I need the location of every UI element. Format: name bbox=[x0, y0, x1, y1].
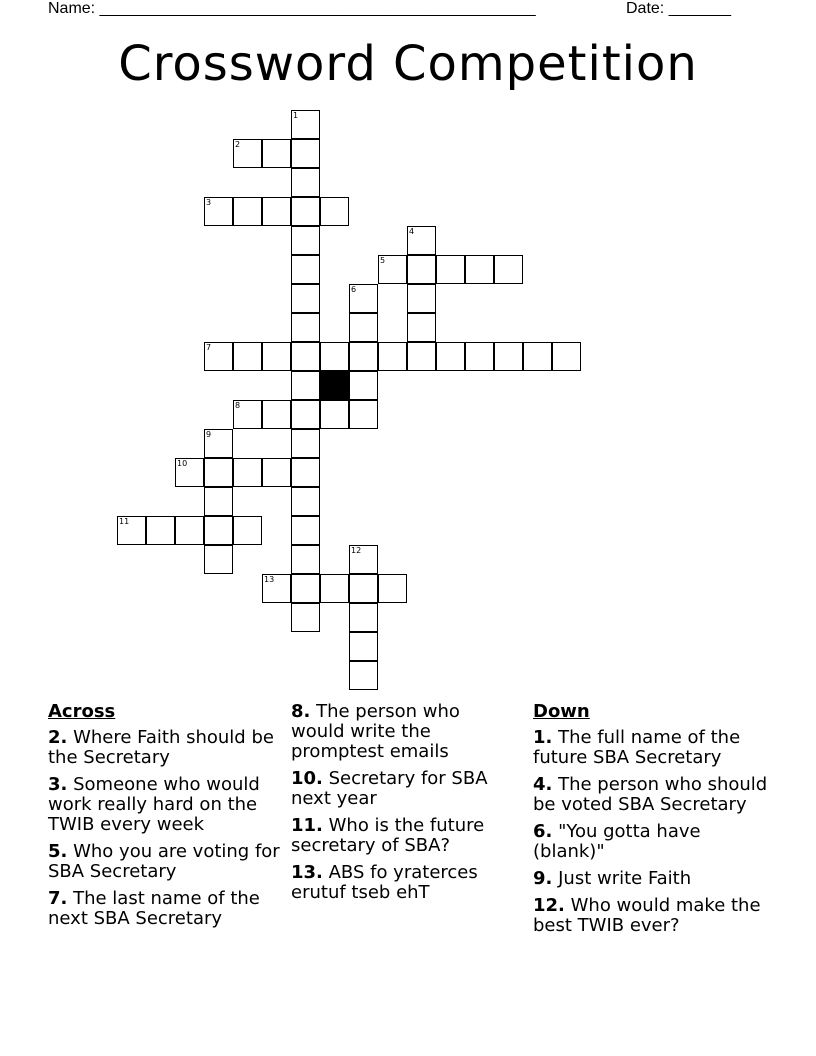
grid-cell[interactable] bbox=[465, 255, 494, 284]
name-field[interactable]: Name: _________________________________________________ bbox=[48, 0, 536, 17]
clue-num: 4. bbox=[533, 774, 553, 795]
grid-cell[interactable] bbox=[204, 545, 233, 574]
clue-num: 9. bbox=[533, 868, 553, 889]
clue-num: 5. bbox=[48, 841, 68, 862]
clue-num: 10. bbox=[291, 768, 323, 789]
grid-cell[interactable] bbox=[146, 516, 175, 545]
clue-number: 11 bbox=[119, 517, 130, 526]
grid-cell[interactable] bbox=[233, 139, 262, 168]
grid-cell[interactable] bbox=[407, 342, 436, 371]
grid-cell[interactable] bbox=[349, 574, 378, 603]
grid-cell[interactable] bbox=[494, 255, 523, 284]
across-clue bbox=[291, 702, 517, 762]
clue-text: The full name of the future SBA Secretary bbox=[533, 727, 741, 768]
clue-number: 12 bbox=[351, 546, 362, 555]
across-clue bbox=[291, 769, 517, 809]
grid-cell[interactable] bbox=[320, 400, 349, 429]
across-clue bbox=[291, 863, 517, 903]
grid-cell[interactable] bbox=[320, 574, 349, 603]
across-clue-list-continued bbox=[291, 702, 517, 903]
clue-number: 1 bbox=[293, 111, 299, 120]
clue-number: 5 bbox=[380, 256, 386, 265]
grid-cell[interactable] bbox=[407, 226, 436, 255]
grid-cell[interactable] bbox=[204, 342, 233, 371]
grid-cell[interactable] bbox=[552, 342, 581, 371]
grid-cell[interactable] bbox=[262, 342, 291, 371]
across-clue-list bbox=[48, 728, 284, 929]
grid-cell[interactable] bbox=[291, 168, 320, 197]
grid-cell[interactable] bbox=[291, 429, 320, 458]
clue-text: Who you are voting for SBA Secretary bbox=[48, 841, 280, 882]
down-clue bbox=[533, 728, 773, 768]
grid-cell[interactable] bbox=[349, 545, 378, 574]
grid-cell-shaded bbox=[320, 371, 349, 400]
grid-cell[interactable] bbox=[378, 255, 407, 284]
grid-cell[interactable] bbox=[407, 313, 436, 342]
across-clue bbox=[48, 889, 284, 929]
grid-cell[interactable] bbox=[349, 603, 378, 632]
page-title: Crossword Competition bbox=[118, 36, 698, 92]
grid-cell[interactable] bbox=[204, 458, 233, 487]
clue-text: ABS fo yraterces erutuf tseb ehT bbox=[291, 862, 478, 903]
across-clue bbox=[291, 816, 517, 856]
grid-cell[interactable] bbox=[175, 516, 204, 545]
down-clue bbox=[533, 822, 773, 862]
grid-cell[interactable] bbox=[262, 400, 291, 429]
down-clue bbox=[533, 896, 773, 936]
across-clue bbox=[48, 842, 284, 882]
grid-cell[interactable] bbox=[262, 574, 291, 603]
grid-cell[interactable] bbox=[204, 197, 233, 226]
grid-cell[interactable] bbox=[378, 574, 407, 603]
clue-text: The last name of the next SBA Secretary bbox=[48, 888, 260, 929]
clue-text: The person who would write the promptest emails bbox=[291, 701, 460, 762]
clue-number: 6 bbox=[351, 285, 357, 294]
grid-cell[interactable] bbox=[233, 458, 262, 487]
grid-cell[interactable] bbox=[465, 342, 494, 371]
grid-cell[interactable] bbox=[233, 516, 262, 545]
clue-text: Where Faith should be the Secretary bbox=[48, 727, 274, 768]
grid-cell[interactable] bbox=[291, 516, 320, 545]
grid-cell[interactable] bbox=[204, 429, 233, 458]
grid-cell[interactable] bbox=[320, 342, 349, 371]
grid-cell[interactable] bbox=[523, 342, 552, 371]
grid-cell[interactable] bbox=[175, 458, 204, 487]
down-heading: Down bbox=[533, 701, 590, 722]
date-field[interactable]: Date: _______ bbox=[626, 0, 731, 17]
clue-number: 4 bbox=[409, 227, 415, 236]
clue-text: Who would make the best TWIB ever? bbox=[533, 895, 761, 936]
down-clues-column bbox=[533, 702, 773, 943]
grid-cell[interactable] bbox=[494, 342, 523, 371]
grid-cell[interactable] bbox=[291, 226, 320, 255]
clue-number: 10 bbox=[177, 459, 188, 468]
across-clues-column bbox=[48, 702, 284, 936]
grid-cell[interactable] bbox=[407, 284, 436, 313]
clue-text: Just write Faith bbox=[552, 868, 692, 889]
down-clue-list bbox=[533, 728, 773, 936]
down-clue bbox=[533, 869, 773, 889]
clue-number: 7 bbox=[206, 343, 212, 352]
grid-cell[interactable] bbox=[291, 400, 320, 429]
grid-cell[interactable] bbox=[291, 458, 320, 487]
grid-cell[interactable] bbox=[204, 516, 233, 545]
clue-number: 3 bbox=[206, 198, 212, 207]
grid-cell[interactable] bbox=[407, 255, 436, 284]
grid-cell[interactable] bbox=[436, 342, 465, 371]
grid-cell[interactable] bbox=[233, 400, 262, 429]
clue-num: 1. bbox=[533, 727, 553, 748]
clue-num: 13. bbox=[291, 862, 323, 883]
grid-cell[interactable] bbox=[349, 661, 378, 690]
clue-number: 2 bbox=[235, 140, 241, 149]
clue-num: 7. bbox=[48, 888, 68, 909]
grid-cell[interactable] bbox=[291, 313, 320, 342]
clue-number: 8 bbox=[235, 401, 241, 410]
grid-cell[interactable] bbox=[291, 487, 320, 516]
clue-num: 12. bbox=[533, 895, 565, 916]
grid-cell[interactable] bbox=[233, 197, 262, 226]
clue-number: 9 bbox=[206, 430, 212, 439]
across-clue bbox=[48, 775, 284, 835]
grid-cell[interactable] bbox=[349, 313, 378, 342]
grid-cell[interactable] bbox=[291, 574, 320, 603]
clue-num: 8. bbox=[291, 701, 311, 722]
grid-cell[interactable] bbox=[291, 284, 320, 313]
grid-cell[interactable] bbox=[436, 255, 465, 284]
clue-number: 13 bbox=[264, 575, 275, 584]
grid-cell[interactable] bbox=[349, 632, 378, 661]
grid-cell[interactable] bbox=[262, 139, 291, 168]
clue-text: "You gotta have (blank)" bbox=[533, 821, 701, 862]
clue-text: The person who should be voted SBA Secretary bbox=[533, 774, 768, 815]
grid-cell[interactable] bbox=[291, 110, 320, 139]
clue-text: Who is the future secretary of SBA? bbox=[291, 815, 485, 856]
grid-cell[interactable] bbox=[320, 197, 349, 226]
clue-text: Someone who would work really hard on the TWIB every week bbox=[48, 774, 260, 835]
down-clue bbox=[533, 775, 773, 815]
grid-cell[interactable] bbox=[349, 284, 378, 313]
grid-cell[interactable] bbox=[262, 458, 291, 487]
grid-cell[interactable] bbox=[349, 371, 378, 400]
grid-cell[interactable] bbox=[349, 342, 378, 371]
grid-cell[interactable] bbox=[291, 545, 320, 574]
grid-cell[interactable] bbox=[291, 255, 320, 284]
grid-cell[interactable] bbox=[291, 371, 320, 400]
grid-cell[interactable] bbox=[349, 400, 378, 429]
clue-num: 11. bbox=[291, 815, 323, 836]
grid-cell[interactable] bbox=[117, 516, 146, 545]
across-heading: Across bbox=[48, 701, 116, 722]
grid-cell[interactable] bbox=[291, 603, 320, 632]
across-clues-continued bbox=[291, 702, 517, 910]
clue-num: 2. bbox=[48, 727, 68, 748]
grid-cell[interactable] bbox=[233, 342, 262, 371]
clue-num: 6. bbox=[533, 821, 553, 842]
grid-cell[interactable] bbox=[291, 139, 320, 168]
grid-cell[interactable] bbox=[262, 197, 291, 226]
header-fields bbox=[48, 0, 748, 18]
clue-text: Secretary for SBA next year bbox=[291, 768, 488, 809]
grid-cell[interactable] bbox=[204, 487, 233, 516]
across-clue bbox=[48, 728, 284, 768]
grid-cell[interactable] bbox=[378, 342, 407, 371]
clue-num: 3. bbox=[48, 774, 68, 795]
grid-cell[interactable] bbox=[291, 197, 320, 226]
grid-cell[interactable] bbox=[291, 342, 320, 371]
